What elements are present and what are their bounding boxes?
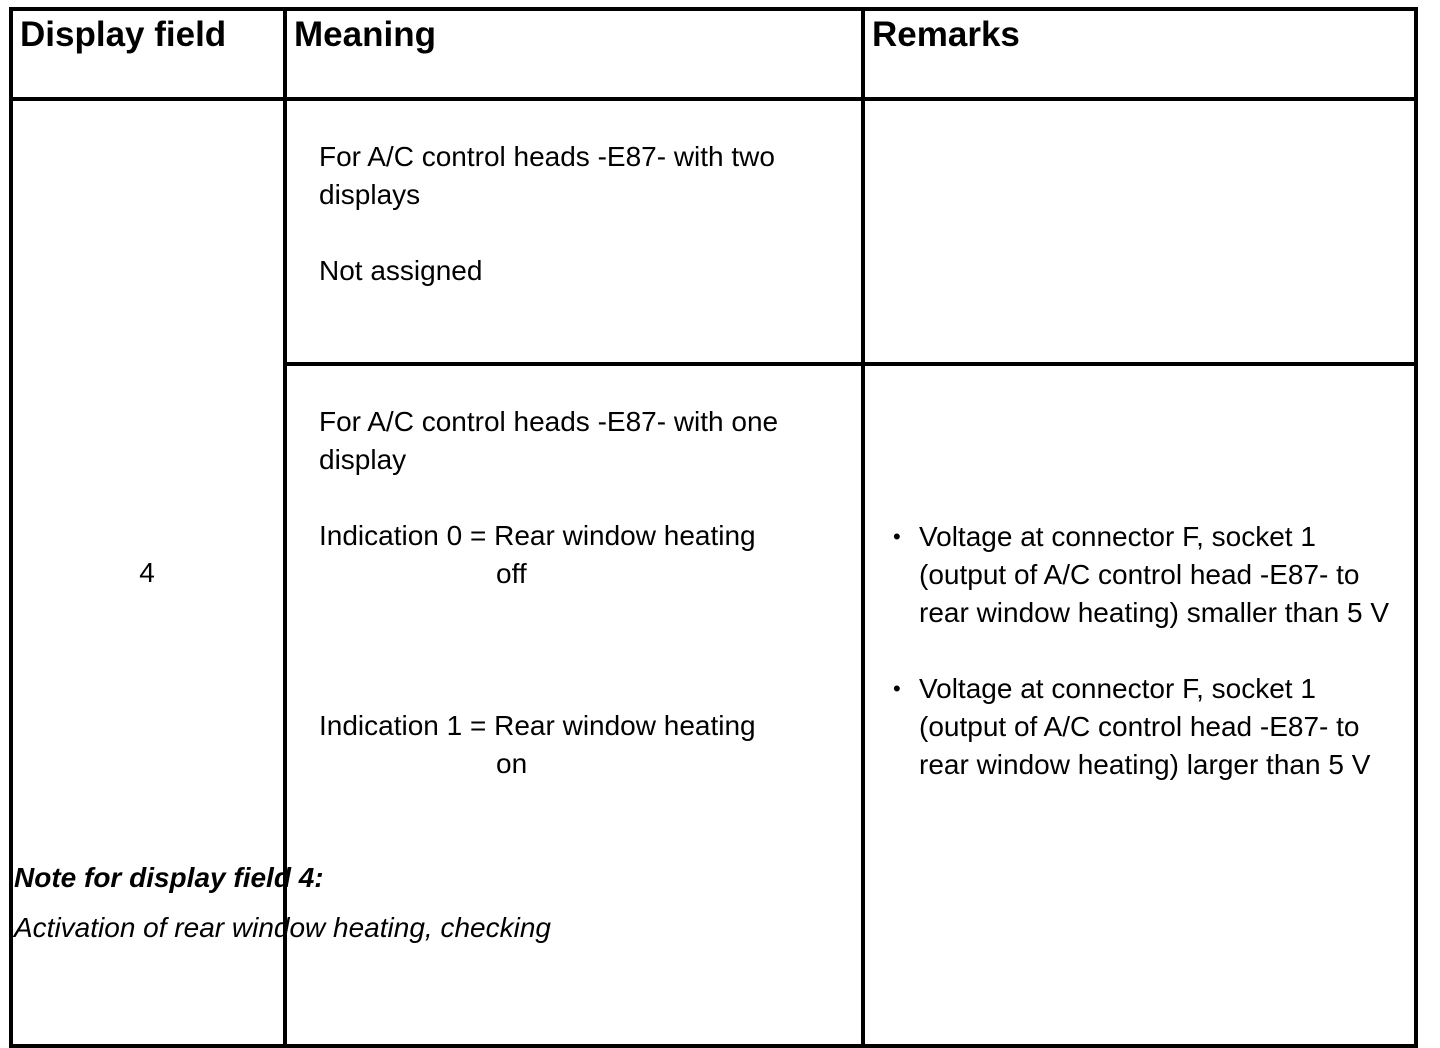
indication-1-line: Indication 1 = Rear window heating: [319, 710, 756, 741]
meaning-cell-two-displays: [285, 99, 863, 364]
display-field-cell: [11, 99, 285, 1046]
note-title: Note for display field 4:: [14, 862, 324, 893]
remark-item-off: [893, 518, 1394, 632]
bullet-icon: •: [893, 524, 901, 549]
note-body: Activation of rear window heating, checking: [14, 912, 551, 943]
indication-1-state: on: [496, 748, 528, 779]
header-remarks: Remarks: [863, 9, 1416, 99]
meaning-title-one-display: For A/C control heads -E87- with one display: [319, 406, 779, 475]
remark-item-on: [893, 670, 1394, 784]
bullet-icon: •: [893, 676, 901, 701]
remarks-cell-two-displays: [863, 99, 1416, 364]
meaning-title-two-displays: For A/C control heads -E87- with two displays: [319, 141, 775, 210]
header-meaning: Meaning: [285, 9, 863, 99]
table-row: [11, 99, 1416, 364]
meaning-not-assigned: Not assigned: [319, 255, 483, 286]
remark-text-off: Voltage at connector F, socket 1 (output of A/C control head -E87- to rear window heating) smaller than 5 V: [919, 521, 1390, 628]
remarks-cell-one-display: [863, 364, 1416, 1046]
table-header-row: [11, 9, 1416, 99]
header-display-field: Display field: [11, 9, 285, 99]
display-field-value: 4: [139, 556, 155, 588]
remark-text-on: Voltage at connector F, socket 1 (output of A/C control head -E87- to rear window heating) larger than 5 V: [919, 673, 1371, 780]
indication-0-line: Indication 0 = Rear window heating: [319, 520, 756, 551]
indication-0-state: off: [496, 558, 527, 589]
